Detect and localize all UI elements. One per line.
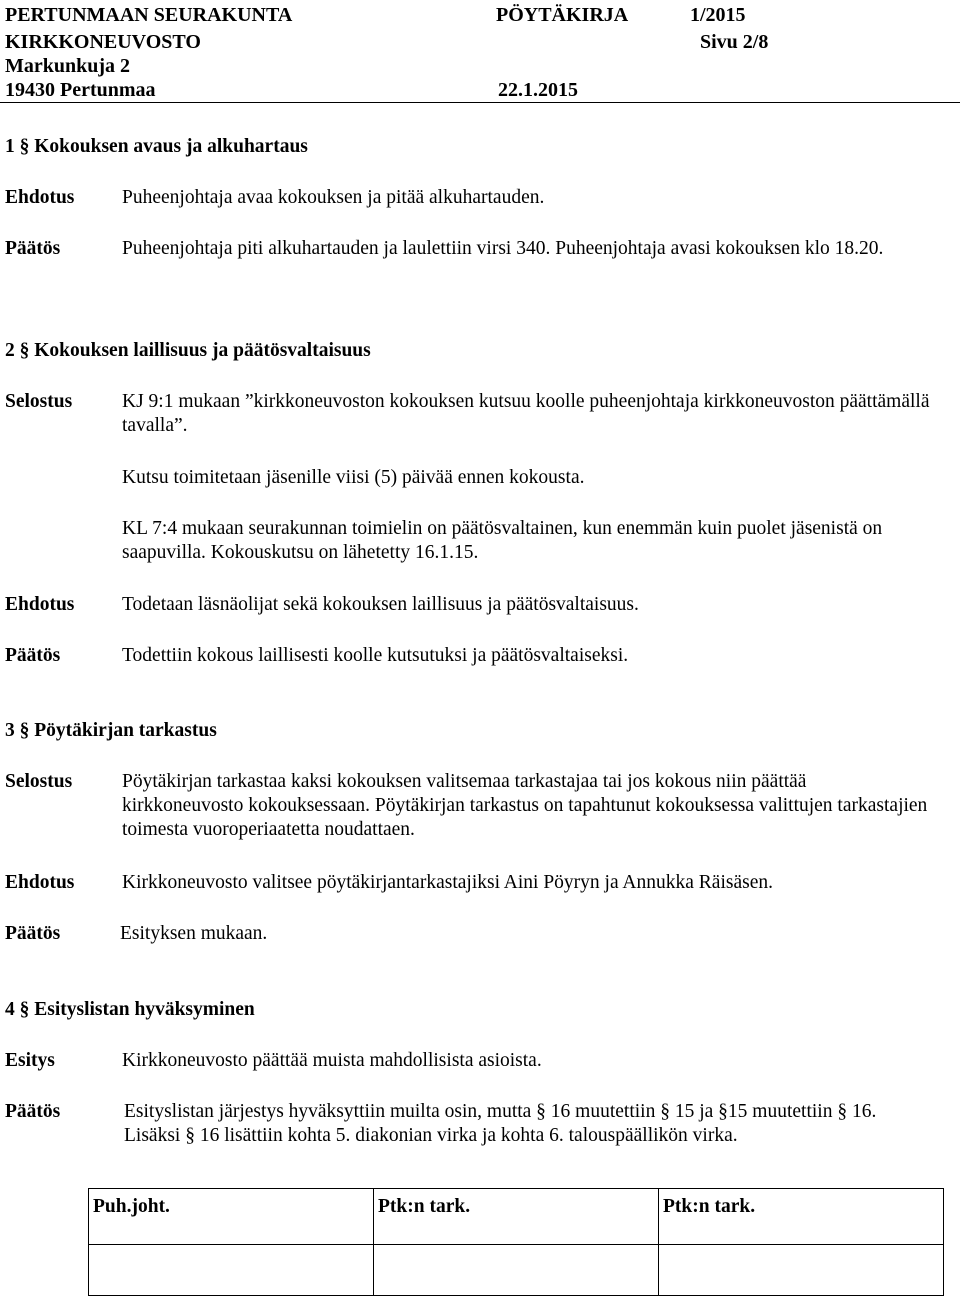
signature-checker-2-label: Ptk:n tark. [659,1189,944,1245]
section-2-selostus-1: KJ 9:1 mukaan ”kirkkoneuvoston kokouksen kutsuu koolle puheenjohtaja kirkkoneuvoston päättämällä tavalla”. [122,391,930,436]
section-2-ehdotus: Todetaan läsnäolijat sekä kokouksen laillisuus ja päätösvaltaisuus. [122,594,639,615]
signature-checker-2-field [659,1245,944,1296]
signature-table [88,1188,944,1296]
ehdotus-label: Ehdotus [5,594,75,615]
paatos-label: Päätös [5,645,61,666]
signature-chair-label: Puh.joht. [89,1189,374,1245]
section-4-title: 4 § Esityslistan hyväksyminen [5,999,255,1020]
header-divider [0,102,960,103]
section-4-paatos: Esityslistan järjestys hyväksyttiin muilta osin, mutta § 16 muutettiin § 15 ja §15 muutettiin § 16. Lisäksi § 16 lisättiin kohta 5. diakonian virka ja kohta 6. talouspäällikön virka. [124,1101,877,1146]
esitys-label: Esitys [5,1050,55,1071]
section-3-paatos: Esityksen mukaan. [120,923,268,944]
street-address: Markunkuja 2 [5,55,131,77]
meeting-date: 22.1.2015 [498,79,578,101]
section-2-selostus-3: KL 7:4 mukaan seurakunnan toimielin on päätösvaltainen, kun enemmän kuin puolet jäsenistä on saapuvilla. Kokouskutsu on lähetetty 16.1.15. [122,518,883,563]
section-1-ehdotus: Puheenjohtaja avaa kokouksen ja pitää alkuhartauden. [122,187,545,208]
signature-chair-field [89,1245,374,1296]
ehdotus-label: Ehdotus [5,187,75,208]
paatos-label: Päätös [5,1101,61,1122]
paatos-label: Päätös [5,923,61,944]
signature-checker-1-label: Ptk:n tark. [374,1189,659,1245]
postal-address: 19430 Pertunmaa [5,79,156,101]
selostus-label: Selostus [5,391,73,412]
org-name: PERTUNMAAN SEURAKUNTA [5,4,293,26]
governing-body: KIRKKONEUVOSTO [5,31,201,53]
section-2-title: 2 § Kokouksen laillisuus ja päätösvaltaisuus [5,340,371,361]
section-1-paatos: Puheenjohtaja piti alkuhartauden ja laulettiin virsi 340. Puheenjohtaja avasi kokouksen klo 18.20. [122,238,884,259]
page-number: Sivu 2/8 [700,31,769,53]
section-2-selostus-2: Kutsu toimitetaan jäsenille viisi (5) päivää ennen kokousta. [122,467,585,488]
selostus-label: Selostus [5,771,73,792]
document-number: 1/2015 [690,4,746,26]
ehdotus-label: Ehdotus [5,872,75,893]
section-4-esitys: Kirkkoneuvosto päättää muista mahdollisista asioista. [122,1050,542,1071]
signature-checker-1-field [374,1245,659,1296]
section-3-title: 3 § Pöytäkirjan tarkastus [5,720,217,741]
document-type: PÖYTÄKIRJA [496,4,629,26]
paatos-label: Päätös [5,238,61,259]
section-1-title: 1 § Kokouksen avaus ja alkuhartaus [5,136,308,157]
section-3-ehdotus: Kirkkoneuvosto valitsee pöytäkirjantarkastajiksi Aini Pöyryn ja Annukka Räisäsen. [122,872,773,893]
section-3-selostus: Pöytäkirjan tarkastaa kaksi kokouksen valitsemaa tarkastajaa tai jos kokous niin päättää kirkkoneuvosto kokouksessaan. Pöytäkirjan tarkastus on tapahtunut kokouksessa valittujen tarkastajien toimesta vuoroperiaatetta noudattaen. [122,771,928,840]
section-2-paatos: Todettiin kokous laillisesti koolle kutsutuksi ja päätösvaltaiseksi. [122,645,629,666]
